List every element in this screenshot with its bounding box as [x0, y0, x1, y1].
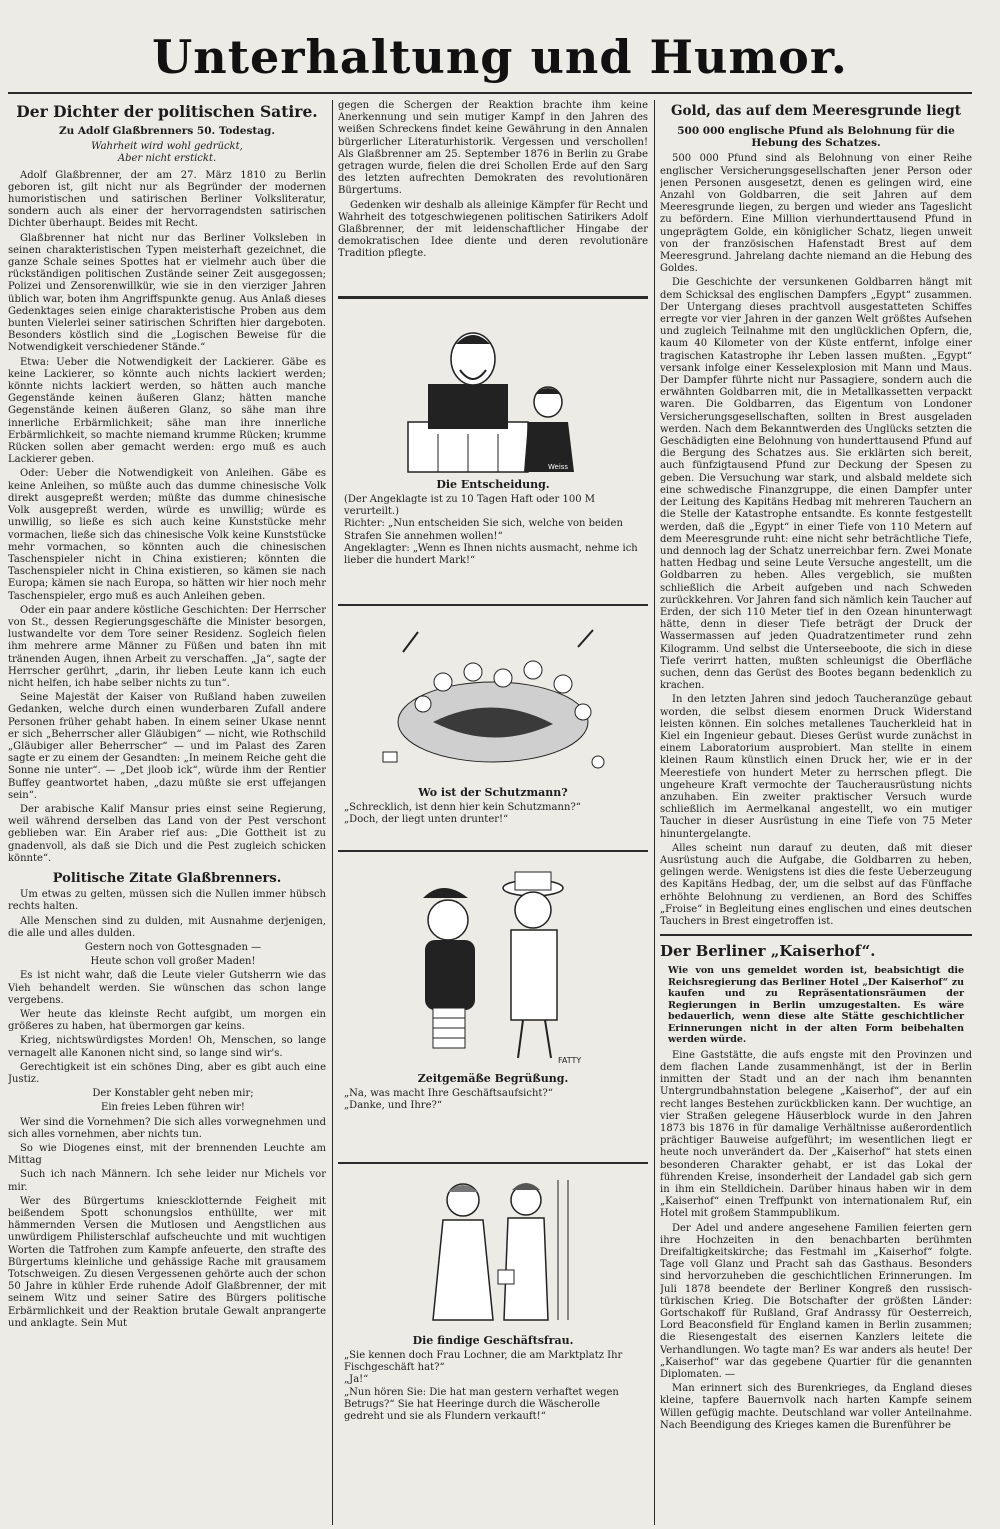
judge-illustration [398, 304, 588, 474]
quote-line: Um etwas zu gelten, müssen sich die Nullen immer hübsch rechts halten. [8, 889, 326, 913]
column-middle-text [338, 100, 648, 290]
verse-line: Ein freies Leben führen wir! [101, 1102, 245, 1114]
article-title-satire: Der Dichter der politischen Satire. [16, 102, 318, 121]
cartoon-caption-line: „Na, was macht Ihre Geschäftsaufsicht?“ [344, 1088, 553, 1099]
section-masthead: Unterhaltung und Humor. [152, 30, 848, 84]
article-paragraph: Glaßbrenner hat nicht nur das Berliner Volksleben in seinen charakteristischen Typen meisterhaft gezeichnet, die ganze Schale seines Spottes hat er vielmehr auch über die rückständigen politischen Zustände seiner Zeit ausgegossen; Polizei und Zensorenwillkür, wie sie in den vierziger Jahren üblich war, boten ihm Angriffspunkte genug. Aus Anlaß dieses Gedenktages seien einige charakteristische Proben aus dem bunten Vielerlei seiner satirischen Schriften hier dargeboten. Besonders köstlich sind die „Logischen Beweise für die Notwendigkeit verschiedener Stände.“ [8, 232, 326, 354]
article-paragraph: Eine Gaststätte, die aufs engste mit den Provinzen und dem flachen Lande zusammenhängt, ist der in Berlin inmitten der Stadt und an der nach ihm benannten Untergrundbahnstation belegene „Kaiserhof“, der auf ein recht langes Bestehen zurückblicken kann. Der wuchtige, an vier Straßen gelegene Häuserblock wurde in den Jahren 1873 bis 1876 in für damalige Verhältnisse außerordentlich prächtiger Bauweise aufgeführt; im wesentlichen liegt er heute noch unverändert da. Der „Kaiserhof“ hat stets einen besonderen Charakter gehabt, er ist das Lokal der führenden Kreise, insonderheit der Landadel gab sich gern in ihm ein Stelldichein. Darüber hinaus haben wir in dem „Kaiserhof“ einen Treffpunkt von internationalem Ruf, ein Hotel mit großem Stammpublikum. [660, 1049, 972, 1220]
article-paragraph: Seine Majestät der Kaiser von Rußland haben zuweilen Gedanken, welche durch einen wunderbaren Zufall andere Personen früher gehabt haben. In einem seiner Ukase nennt er sich „Beherrscher aller Gläubigen“ — nicht, wie Rothschild „Gläubiger aller Beherrscher“ — und im Palast des Zaren sagte er zu einem der Gesandten: „In meinem Reiche geht die Sonne nie unter“. — „Det jloob ick“, würde ihm der Rentier Buffey geantwortet haben, „dazu müßte sie erst uffejangen sein“. [8, 692, 326, 801]
cartoon-signature: FATTY [558, 1056, 582, 1065]
article-motto [8, 141, 326, 165]
cartoon-geschaeftsfrau [338, 1170, 648, 1500]
motto-line: Wahrheit wird wohl gedrückt, [91, 141, 243, 153]
quote-line: Alle Menschen sind zu dulden, mit Ausnahme derjenigen, die alle und alles dulden. [8, 915, 326, 939]
cartoon-caption-line: Angeklagter: „Wenn es Ihnen nichts ausmacht, nehme ich lieber die hundert Mark!“ [344, 542, 638, 567]
article-paragraph: Die Geschichte der versunkenen Goldbarren hängt mit dem Schicksal des englischen Dampfers „Egypt“ zusammen. Der Untergang dieses prachtvoll ausgestatteten Schiffes erregte vor vier Jahren in der ganzen Welt größtes Aufsehen und zugleich Teilnahme mit den unglücklichen Opfern, die, kaum 40 Kilometer von der Küste entfernt, infolge einer tragischen Katastrophe ihr Leben lassen mußten. „Egypt“ versank infolge einer Kesselexplosion mit Mann und Maus. Der Dampfer führte nicht nur Passagiere, sondern auch die erwähnten Goldbarren mit, die in Metallkassetten verpackt waren. Die Goldbarren, das Eigentum von Londoner Versicherungsgesellschaften, sollten in Brest ausgeladen werden. Nach dem Bekanntwerden des Unglücks setzten die Geschädigten eine Belohnung von hunderttausend Pfund auf die Bergung des Schatzes aus. Sie erklärten sich bereit, auch fünfzigtausend Pfund zur Deckung der Spesen zu geben. Die Versuchung war stark, und alsbald meldete sich eine schwedische Finanzgruppe, die einen Dampfer unter der Leitung des Kapitäns Hedbag mit mehreren Tauchern an die Stelle der Katastrophe entsandte. Es konnte festgestellt werden, daß die „Egypt“ in einer Tiefe von 110 Metern auf dem Meeresgrunde ruht: eine nicht sehr beträchtliche Tiefe, und dennoch lag der Schatz unerreichbar fern. Zwei Monate hatten Hedbag und seine Leute Versuche angestellt, um die Goldbarren zu heben. Alles vergeblich, sie mußten schließlich die Arbeit aufgeben und nach Schweden zurückkehren. Vor Jahren fand sich nämlich kein Taucher auf Erden, der sich 110 Meter tief in den Ozean hinunterwagt hätte, denn in dieser Tiefe beträgt der Druck der Wassermassen auf jeden Quadratzentimeter rund zehn Kilogramm. Und selbst die Unterseeboote, die sich in diese Tiefe verirrt hatten, mußten schleunigst die Oberfläche suchen, denn das Gerüst des Bootes begann bedenklich zu krachen. [660, 277, 972, 692]
quote-line: Es ist nicht wahr, daß die Leute vieler Gutsherrn wie das Vieh behandelt werden. Sie wünschen das schon lange vergebens. [8, 970, 326, 1006]
article-paragraph: Etwa: Ueber die Notwendigkeit der Lackierer. Gäbe es keine Lackierer, so könnte auch nichts lackiert werden; könnte nichts lackiert werden, so hätten auch manche Gegenstände keinen äußeren Glanz; hätten manche Gegenstände keinen äußeren Glanz, so sähe man ihre innerliche Erbärmlichkeit; sähe man ihre innerliche Erbärmlichkeit, so machte niemand krumme Rücken; krumme Rücken sollen aber gemacht werden: ergo muß es auch Lackierer geben. [8, 356, 326, 466]
verse-line: Heute schon voll großer Maden! [90, 956, 256, 968]
verse-line: Gestern noch von Gottesgnaden — [84, 942, 262, 953]
cartoon-rule [338, 850, 648, 852]
women-illustration [408, 1170, 578, 1330]
article-paragraph: Der Adel und andere angesehene Familien feierten gern ihre Hochzeiten in den benachbarten berühmten Dreifaltigkeitskirche; das Festmahl im „Kaiserhof“ folgte. Tage voll Glanz und Pracht sah das Gasthaus. Besonders sind hervorzuheben die geschichtlichen Erinnerungen. Im Juli 1878 beendete der Berliner Kongreß den russisch-türkischen Krieg. Die Botschafter der größten Länder: Gortschakoff für Rußland, Graf Andrassy für Oesterreich, Lord Beaconsfield für England kamen in Berlin zusammen; die Riesengestalt des eisernen Kanzlers leitete die Verhandlungen. Wo tagte man? Es war anders als heute! Der „Kaiserhof“ war das gegebene Quartier für die genannten Diplomaten. — [660, 1222, 972, 1380]
article-paragraph: Alles scheint nun darauf zu deuten, daß mit dieser Ausrüstung auch die Aufgabe, die Goldbarren zu heben, gelingen werde. Wenigstens ist dies die feste Ueberzeugung des Kapitäns Hedbag, der, um die selbst auf das Fünffache erhöhte Belohnung zu verdienen, an Bord des Schiffes „Froise“ in Begleitung eines englischen und eines deutschen Tauchers in Brest eingetroffen ist. [660, 842, 972, 927]
column-divider-right [654, 100, 655, 1525]
quote-line: Gerechtigkeit ist ein schönes Ding, aber es gibt auch eine Justiz. [8, 1061, 326, 1086]
quote-line: So wie Diogenes einst, mit der brennenden Leuchte am Mittag [8, 1143, 326, 1167]
quote-line: Krieg, nichtswürdigstes Morden! Oh, Menschen, so lange vernagelt alle Kanonen nicht sind, so lange sind wir's. [8, 1035, 326, 1059]
cartoon-rule [338, 1162, 648, 1164]
cartoon-title: Die Entscheidung. [436, 478, 550, 491]
cartoon-caption-line: „Danke, und Ihre?“ [344, 1100, 442, 1112]
verse-line: Der Konstabler geht neben mir; [92, 1088, 254, 1100]
article-paragraph: Oder ein paar andere köstliche Geschichten: Der Herrscher von St., dessen Regierungsgeschäfte die Minister besorgen, lustwandelte vor dem Tore seiner Residenz. Sogleich fielen ihm mehrere arme Männer zu Füßen und baten ihn mit tränenden Augen, ihnen Arbeit zu verschaffen. „Ja“, sagte der Herrscher gerührt, „darin, ihr lieben Leute kann ich euch nicht helfen, ich habe selber nichts zu tun“. [8, 604, 326, 689]
cartoon-signature: Weiss [548, 463, 569, 471]
section-title-zitate: Politische Zitate Glaßbrenners. [52, 870, 282, 886]
cartoon-schutzmann [338, 612, 648, 844]
column-divider-left [332, 100, 333, 1525]
article-paragraph: Man erinnert sich des Burenkrieges, da England dieses kleine, tapfere Bauernvolk nach harten Kampfe seinem Willen gefügig machte. Deutschland war voller Anteilnahme. Nach Beendigung des Krieges kamen die Burenführer be [660, 1383, 972, 1431]
cartoon-rule [338, 296, 648, 299]
article-paragraph: 500 000 Pfund sind als Belohnung von einer Reihe englischer Versicherungsgesellschaften jener Person oder jenen Personen ausgesetzt, denen es gelingen wird, eine Anzahl von Goldbarren, die seit Jahren auf dem Meeresgrunde liegen, zu bergen und wieder ans Tageslicht zu befördern. Eine Million vierhunderttausend Pfund in ungeprägtem Golde, ein königlicher Schatz, liegen unweit von der französischen Hafenstadt Brest auf dem Meeresgrund. Jahrelang dachte niemand an die Hebung des Goldes. [660, 153, 972, 275]
article-paragraph: Adolf Glaßbrenner, der am 27. März 1810 zu Berlin geboren ist, gilt nicht nur als Begründer der modernen humoristischen und satirischen Berliner Volksliteratur, sondern auch als einer der hervorragendsten satirischen Dichter überhaupt. Beides mit Recht. [8, 169, 326, 230]
cartoon-caption-line: „Ja!“ [344, 1374, 369, 1386]
quote-line: Wer sind die Vornehmen? Die sich alles vorwegnehmen und sich alles vornehmen, aber nichts tun. [8, 1116, 326, 1140]
motto-line: Aber nicht erstickt. [117, 153, 217, 165]
cartoon-caption-line: „Sie kennen doch Frau Lochner, die am Marktplatz Ihr Fischgeschäft hat?“ [344, 1350, 623, 1374]
crowd-illustration [363, 612, 623, 782]
article-paragraph: Gedenken wir deshalb als alleinige Kämpfer für Recht und Wahrheit des totgeschwiegenen politischen Satirikers Adolf Glaßbrenner, der mit leidenschaftlicher Hingabe der demokratischen Idee diente und deren revolutionäre Tradition pflegte. [338, 199, 648, 260]
masthead-rule [8, 92, 972, 94]
column-left [8, 100, 326, 1525]
article-paragraph: gegen die Schergen der Reaktion brachte ihm keine Anerkennung und sein mutiger Kampf in den Jahren des weißen Schreckens findet keine Gewährung in den Annalen bürgerlicher Literaturhistorik. Vergessen und verschollen! Als Glaßbrenner am 25. September 1876 in Berlin zu Grabe getragen wurde, fielen die drei Schollen Erde auf den Sarg des letzten aufrechten Demokraten des revolutionären Bürgertums. [338, 100, 648, 197]
article-title-kaiserhof: Der Berliner „Kaiserhof“. [660, 942, 876, 961]
cartoon-caption-line: „Doch, der liegt unten drunter!“ [344, 814, 509, 826]
article-paragraph: In den letzten Jahren sind jedoch Taucheranzüge gebaut worden, die selbst diesem enormen Druck Widerstand leisten können. Ein solches metallenes Taucherkleid hat in Kiel ein Ingenieur gebaut. Dieses Gerüst wurde zunächst in einem Laboratorium ausprobiert. Man stellte in einem kleinen Raum künstlich einen Druck her, wie er in der Meerestiefe von hundert Meter zu herrschen pflegt. Die ungeheure Kraft vermochte der Taucherausrüstung nichts anzuhaben. Ein zweiter praktischer Versuch wurde schließlich im Aermelkanal angestellt, wo ein mutiger Taucher in dieser Ausrüstung in eine Tiefe von 75 Meter hinuntergelangte. [660, 694, 972, 840]
greeting-illustration [393, 858, 593, 1068]
quote-line: Wer heute das kleinste Recht aufgibt, um morgen ein größeres zu haben, hat übermorgen gar keins. [8, 1009, 326, 1033]
cartoon-caption-line: „Schrecklich, ist denn hier kein Schutzmann?“ [344, 802, 581, 813]
article-lead: Wie von uns gemeldet worden ist, beabsichtigt die Reichsregierung das Berliner Hotel „Der Kaiserhof“ zu kaufen und zu Repräsentationsräumen der Regierungen in Berlin umzugestalten. Es wäre bedauerlich, wenn diese alte Stätte geschichtlicher Erinnerungen nicht in der alten Form beibehalten werden würde. [668, 965, 964, 1046]
quote-line: Wer des Bürgertums kniescklotternde Feigheit mit beißendem Spott schonungslos enthüllte, wer mit hämmernden Versen die Mutlosen und Aengstlichen aus unwürdigem Philisterschlaf aufscheuchte und mit wuchtigen Worten die Tatfrohen zum Kampfe anfeuerte, den strafte des Bürgertums kleinliche und gehässige Rache mit grausamem Totschweigen. Zu diesen Vergessenen gehörte auch der schon 50 Jahre in kühler Erde ruhende Adolf Glaßbrenner, der mit seinem Witz und seiner Satire des Bürgers politische Erbärmlichkeit und der Reaktion brutale Gewalt anprangerte und anklagte. Sein Mut [8, 1195, 326, 1329]
cartoon-title: Die findige Geschäftsfrau. [412, 1334, 574, 1347]
article-paragraph: Der arabische Kalif Mansur pries einst seine Regierung, weil während derselben das Land von der Pest verschont geblieben war. Ein Araber rief aus: „Die Gottheit ist zu gnadenvoll, als daß sie Dich und die Pest zugleich schicken könnte“. [8, 803, 326, 864]
cartoon-rule [338, 604, 648, 606]
article-separator [660, 934, 972, 936]
cartoon-entscheidung [338, 304, 648, 600]
cartoon-begruessung [338, 858, 648, 1158]
article-title-gold: Gold, das auf dem Meeresgrunde liegt [671, 103, 961, 119]
cartoon-caption-line: Richter: „Nun entscheiden Sie sich, welche von beiden Strafen Sie annehmen wollen!“ [344, 518, 623, 542]
cartoon-caption-line: (Der Angeklagte ist zu 10 Tagen Haft oder 100 M verurteilt.) [344, 494, 596, 518]
quote-line: Such ich nach Männern. Ich sehe leider nur Michels vor mir. [8, 1169, 326, 1193]
article-subtitle-satire: Zu Adolf Glaßbrenners 50. Todestag. [58, 125, 276, 137]
article-paragraph: Oder: Ueber die Notwendigkeit von Anleihen. Gäbe es keine Anleihen, so müßte auch das dumme chinesische Volk direkt ausgepreßt werden; müßte das dumme chinesische Volk ausgepreßt werden, würde es unwillig; würde es unwillig, so ließe es sich auch keine Kunststücke mehr vormachen, ließe sich das chinesische Volk keine Kunststücke mehr vormachen, so könnten auch die chinesischen Taschenspieler nicht in China existieren; könnten die Taschenspieler nicht in China existieren, so kämen sie nach Europa; kämen sie nach Europa, so hätten wir hier noch mehr Taschenspieler, ergo muß es auch Anleihen geben. [8, 468, 326, 602]
cartoon-caption-line: „Nun hören Sie: Die hat man gestern verhaftet wegen Betrugs?“ Sie hat Heeringe durch die Wäscherolle gedreht und sie als Flundern verkauft!“ [344, 1386, 619, 1423]
cartoon-title: Wo ist der Schutzmann? [418, 786, 568, 799]
column-right [660, 100, 972, 1525]
cartoon-title: Zeitgemäße Begrüßung. [417, 1072, 569, 1085]
article-subtitle-gold: 500 000 englische Pfund als Belohnung für die Hebung des Schatzes. [677, 125, 955, 150]
